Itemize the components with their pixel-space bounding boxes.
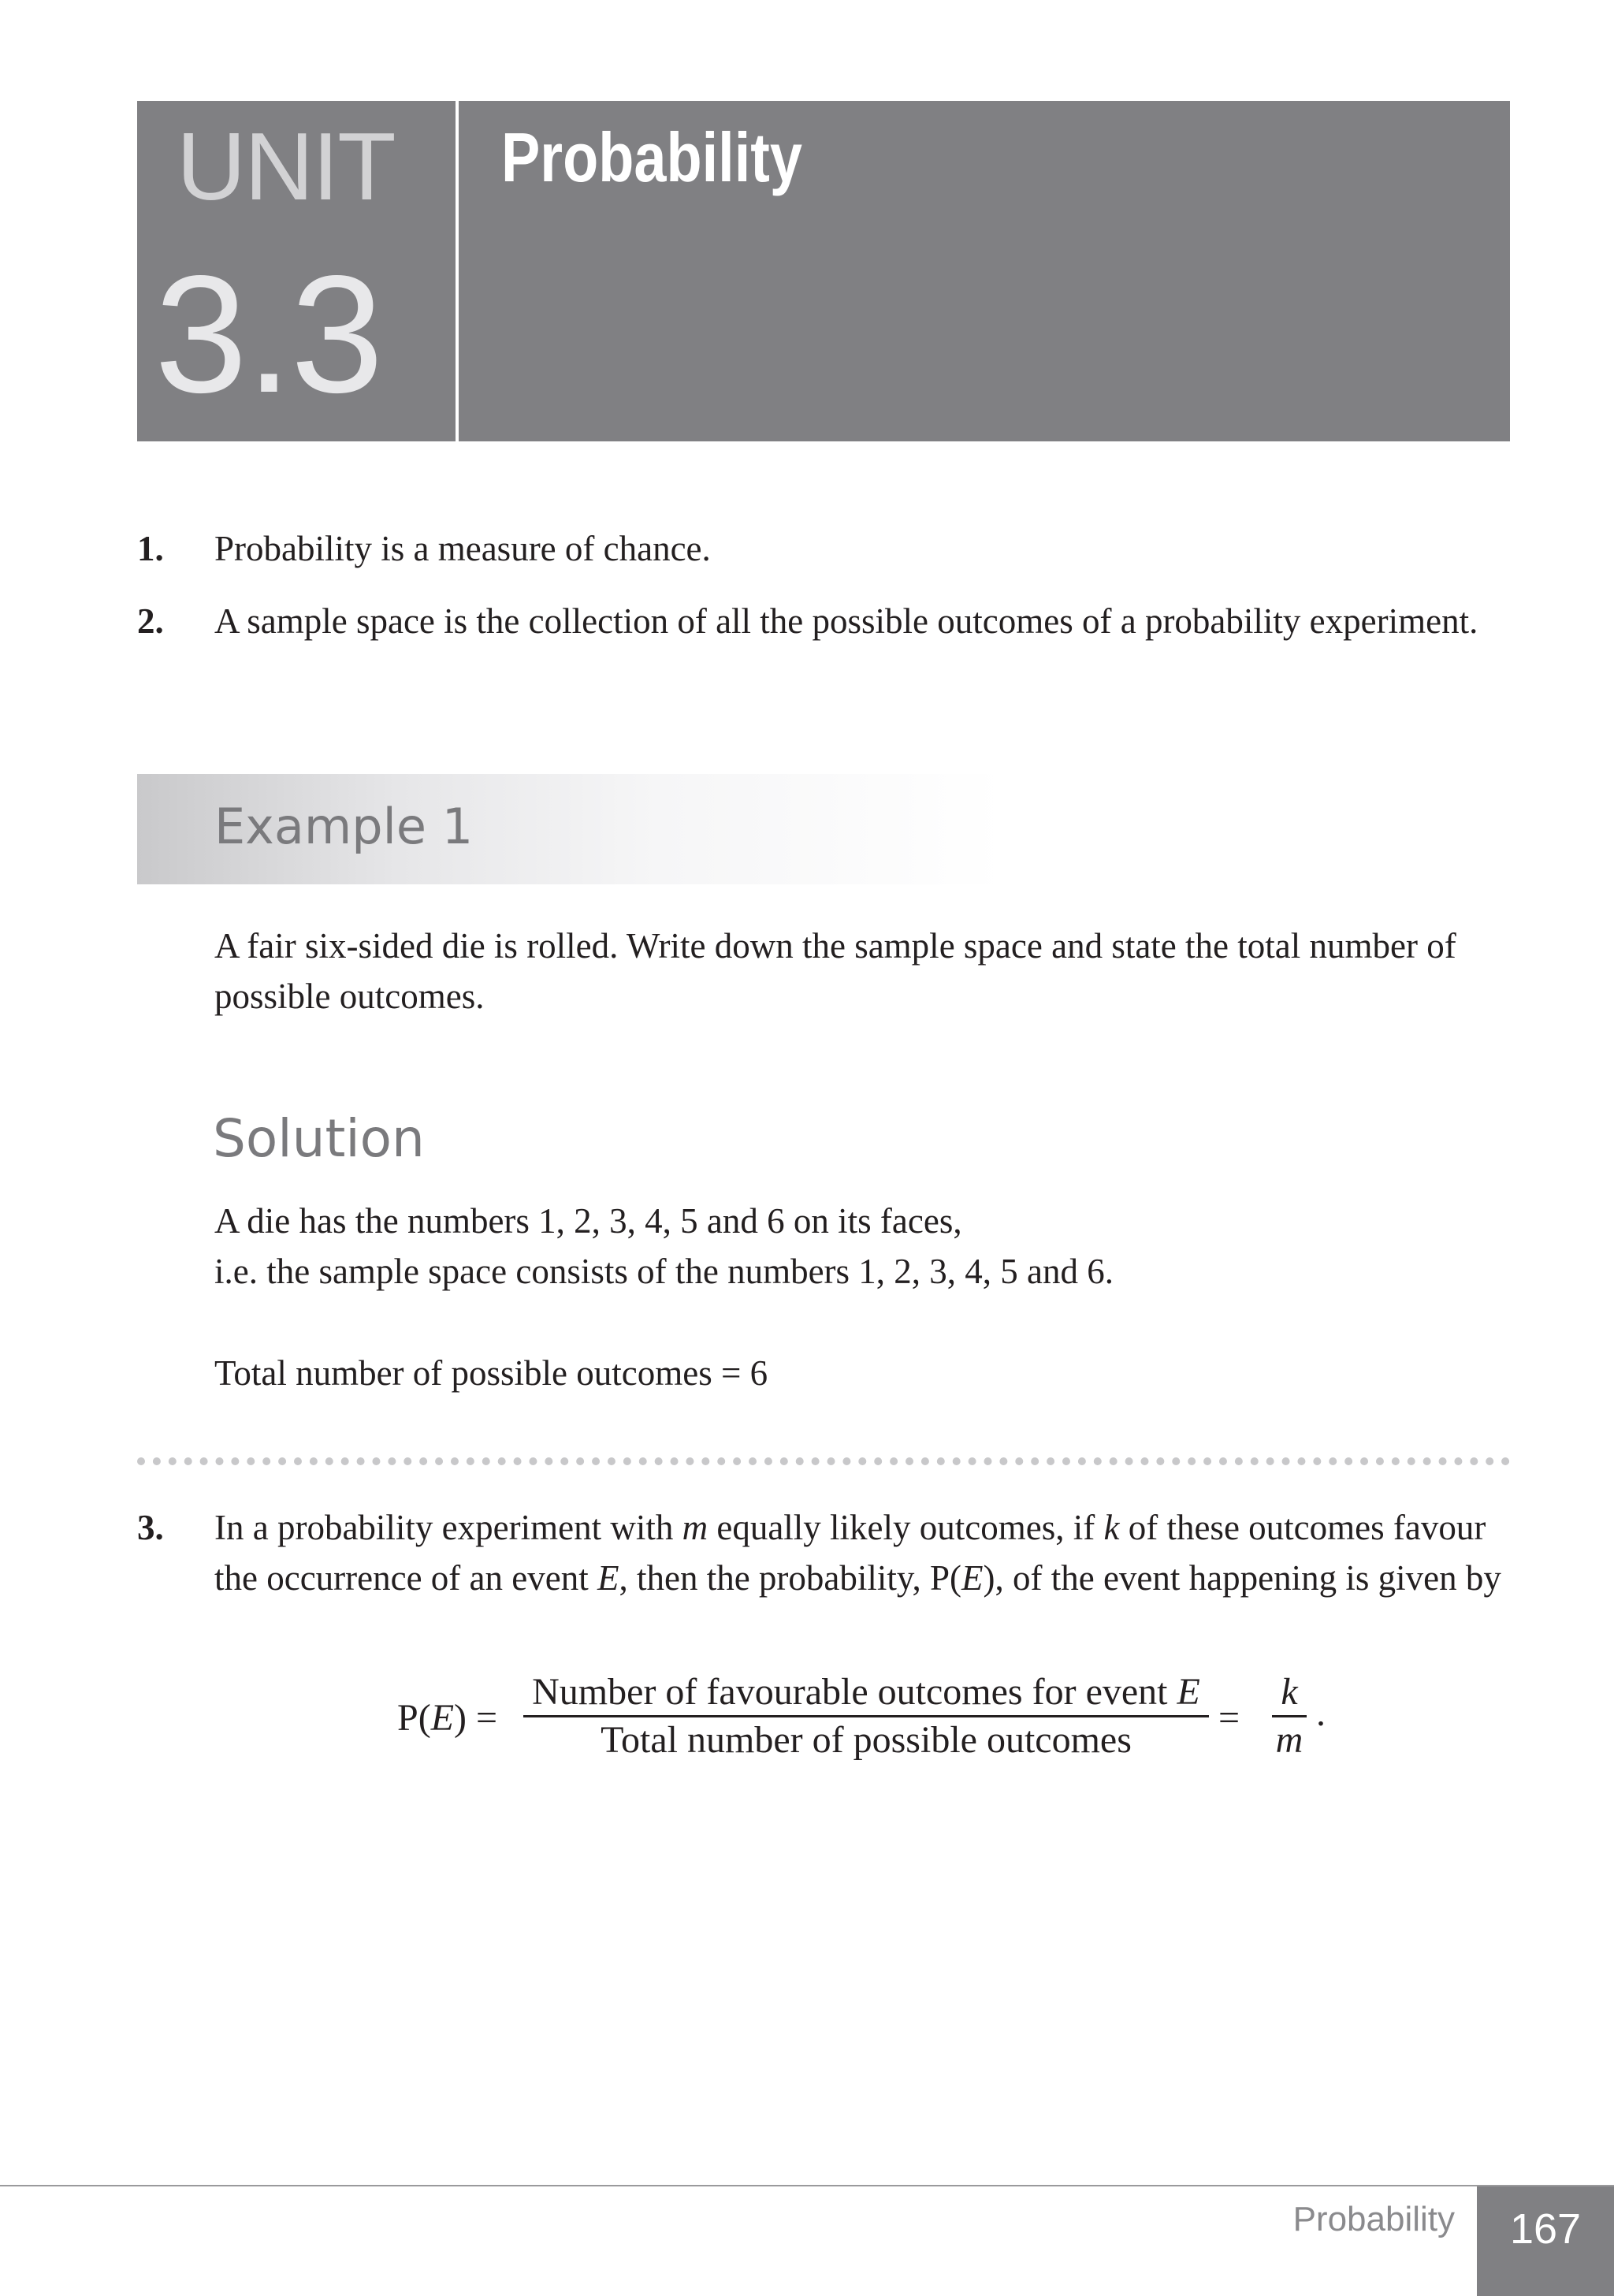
formula-lhs: P(E) = — [397, 1697, 498, 1739]
solution-line-2: i.e. the sample space consists of the numbers 1, 2, 3, 4, 5 and 6. — [214, 1252, 1114, 1291]
solution-line-1: A die has the numbers 1, 2, 3, 4, 5 and 6 on its faces, — [214, 1201, 962, 1241]
formula-m: m — [1275, 1719, 1303, 1761]
probability-formula — [397, 1669, 1422, 1764]
point-text: Probability is a measure of chance. — [214, 529, 711, 568]
unit-word: UNIT — [177, 113, 395, 220]
example-label: Example 1 — [214, 798, 474, 855]
point-text: In a probability experiment with m equally likely outcomes, if k of these outcomes favour the occurrence of an event E, then the probability, P(E), of the event happening is given by — [214, 1508, 1501, 1598]
solution-heading: Solution — [213, 1108, 425, 1169]
formula-denominator: Total number of possible outcomes — [601, 1719, 1132, 1761]
point-number: 3. — [137, 1508, 164, 1547]
point-number: 1. — [137, 529, 164, 568]
point-number: 2. — [137, 601, 164, 641]
formula-equals: = — [1218, 1697, 1240, 1739]
point-text: A sample space is the collection of all the possible outcomes of a probability experiment. — [214, 601, 1478, 641]
example-question: A fair six-sided die is rolled. Write down the sample space and state the total number of possible outcomes. — [214, 926, 1456, 1016]
solution-total: Total number of possible outcomes = 6 — [214, 1353, 768, 1393]
unit-number: 3.3 — [154, 240, 382, 427]
formula-numerator: Number of favourable outcomes for event E — [523, 1669, 1209, 1717]
formula-period: . — [1316, 1692, 1326, 1734]
formula-main-fraction — [523, 1669, 1209, 1763]
formula-k-over-m — [1272, 1669, 1307, 1763]
unit-number-block — [137, 101, 459, 441]
point-2 — [137, 596, 1524, 646]
page-number: 167 — [1509, 2205, 1582, 2253]
footer-chapter-label: Probability — [1292, 2200, 1455, 2238]
formula-k: k — [1272, 1669, 1307, 1717]
unit-banner — [137, 101, 1510, 441]
footer-page-box — [1477, 2186, 1614, 2296]
point-1 — [137, 523, 1524, 574]
example-header-bar — [137, 774, 1004, 884]
point-3 — [137, 1502, 1524, 1603]
dotted-divider — [137, 1457, 1510, 1465]
footer-rule — [0, 2185, 1614, 2186]
unit-title: Probability — [501, 118, 802, 196]
